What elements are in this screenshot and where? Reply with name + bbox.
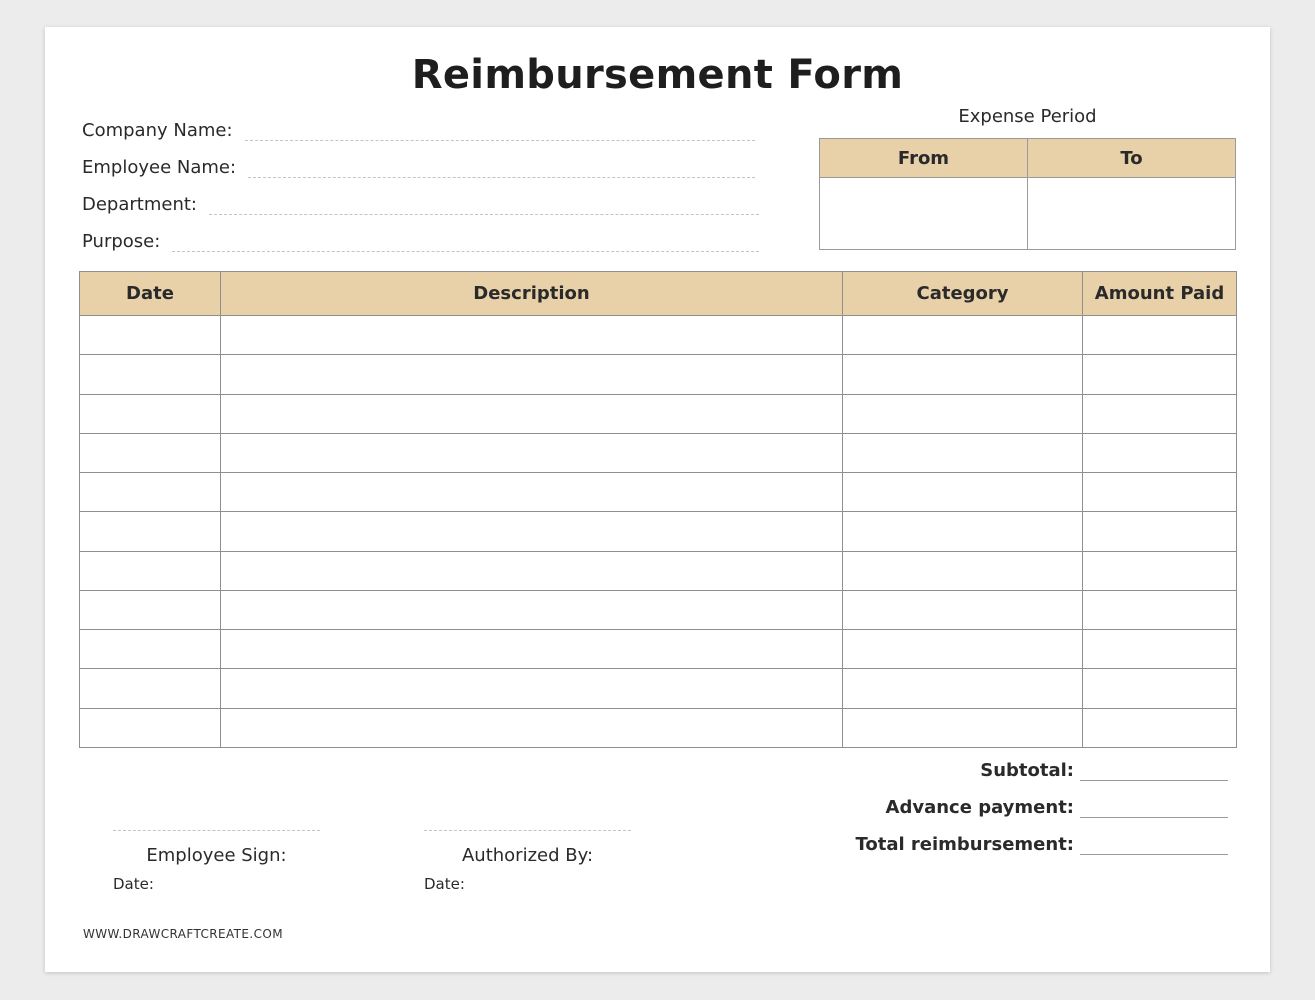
total-reimbursement-line[interactable] [1080, 834, 1228, 855]
description-cell[interactable] [221, 473, 843, 512]
date-cell[interactable] [80, 669, 221, 708]
subtotal-label: Subtotal: [980, 760, 1074, 781]
description-cell[interactable] [221, 590, 843, 629]
category-cell[interactable] [843, 669, 1083, 708]
footer-website: WWW.DRAWCRAFTCREATE.COM [83, 927, 283, 941]
advance-payment-row[interactable] [886, 797, 1228, 818]
description-column-header: Description [221, 272, 843, 316]
date-cell[interactable] [80, 551, 221, 590]
description-cell[interactable] [221, 708, 843, 747]
employee-name-field[interactable] [82, 157, 755, 178]
period-from-cell[interactable] [820, 178, 1028, 250]
amount-paid-cell[interactable] [1083, 473, 1237, 512]
subtotal-row[interactable] [980, 760, 1228, 781]
category-cell[interactable] [843, 316, 1083, 355]
amount-paid-cell[interactable] [1083, 551, 1237, 590]
amount-paid-cell[interactable] [1083, 355, 1237, 394]
table-row [80, 316, 1237, 355]
purpose-field[interactable] [82, 231, 759, 252]
category-cell[interactable] [843, 551, 1083, 590]
date-cell[interactable] [80, 355, 221, 394]
advance-payment-label: Advance payment: [885, 797, 1074, 818]
table-row [80, 433, 1237, 472]
table-row [80, 551, 1237, 590]
form-title: Reimbursement Form [411, 52, 904, 98]
table-row [80, 394, 1237, 433]
category-cell[interactable] [843, 590, 1083, 629]
employee-sign-label: Employee Sign: [146, 845, 287, 866]
category-column-header: Category [843, 272, 1083, 316]
expense-table [79, 271, 1237, 748]
date-cell[interactable] [80, 473, 221, 512]
amount-paid-cell[interactable] [1083, 316, 1237, 355]
table-row [80, 669, 1237, 708]
description-cell[interactable] [221, 316, 843, 355]
description-cell[interactable] [221, 394, 843, 433]
purpose-label: Purpose: [82, 231, 161, 252]
authorized-date-label: Date: [424, 875, 465, 893]
table-row [80, 512, 1237, 551]
date-column-header: Date [80, 272, 221, 316]
department-line[interactable] [209, 200, 759, 215]
date-cell[interactable] [80, 630, 221, 669]
authorized-by-label: Authorized By: [461, 845, 594, 866]
date-cell[interactable] [80, 394, 221, 433]
subtotal-line[interactable] [1080, 760, 1228, 781]
advance-payment-line[interactable] [1080, 797, 1228, 818]
category-cell[interactable] [843, 473, 1083, 512]
amount-paid-cell[interactable] [1083, 630, 1237, 669]
table-row [80, 355, 1237, 394]
company-name-label: Company Name: [82, 120, 233, 141]
category-cell[interactable] [843, 708, 1083, 747]
description-cell[interactable] [221, 512, 843, 551]
date-cell[interactable] [80, 708, 221, 747]
date-cell[interactable] [80, 433, 221, 472]
period-to-header: To [1028, 139, 1236, 178]
employee-sign-block [113, 830, 320, 893]
date-cell[interactable] [80, 316, 221, 355]
expense-period-label: Expense Period [958, 106, 1097, 127]
authorized-sign-line[interactable] [424, 830, 631, 831]
table-header-row [80, 272, 1237, 316]
total-reimbursement-row[interactable] [855, 834, 1228, 855]
category-cell[interactable] [843, 355, 1083, 394]
employee-name-label: Employee Name: [82, 157, 237, 178]
category-cell[interactable] [843, 630, 1083, 669]
category-cell[interactable] [843, 433, 1083, 472]
authorized-by-block [424, 830, 631, 893]
description-cell[interactable] [221, 433, 843, 472]
amount-paid-cell[interactable] [1083, 708, 1237, 747]
amount-paid-cell[interactable] [1083, 512, 1237, 551]
table-row [80, 590, 1237, 629]
description-cell[interactable] [221, 355, 843, 394]
date-cell[interactable] [80, 512, 221, 551]
company-name-line[interactable] [245, 126, 755, 141]
description-cell[interactable] [221, 551, 843, 590]
category-cell[interactable] [843, 512, 1083, 551]
amount-paid-cell[interactable] [1083, 590, 1237, 629]
company-name-field[interactable] [82, 120, 755, 141]
period-to-cell[interactable] [1028, 178, 1236, 250]
amount-paid-column-header: Amount Paid [1083, 272, 1237, 316]
employee-date-label: Date: [113, 875, 154, 893]
purpose-line[interactable] [172, 237, 759, 252]
employee-name-line[interactable] [248, 163, 755, 178]
table-row [80, 708, 1237, 747]
date-cell[interactable] [80, 590, 221, 629]
category-cell[interactable] [843, 394, 1083, 433]
amount-paid-cell[interactable] [1083, 669, 1237, 708]
table-row [80, 630, 1237, 669]
description-cell[interactable] [221, 630, 843, 669]
period-from-header: From [820, 139, 1028, 178]
employee-sign-line[interactable] [113, 830, 320, 831]
description-cell[interactable] [221, 669, 843, 708]
table-row [80, 473, 1237, 512]
department-field[interactable] [82, 194, 759, 215]
department-label: Department: [82, 194, 197, 215]
amount-paid-cell[interactable] [1083, 394, 1237, 433]
expense-period-table [819, 138, 1236, 250]
total-reimbursement-label: Total reimbursement: [855, 834, 1074, 855]
amount-paid-cell[interactable] [1083, 433, 1237, 472]
